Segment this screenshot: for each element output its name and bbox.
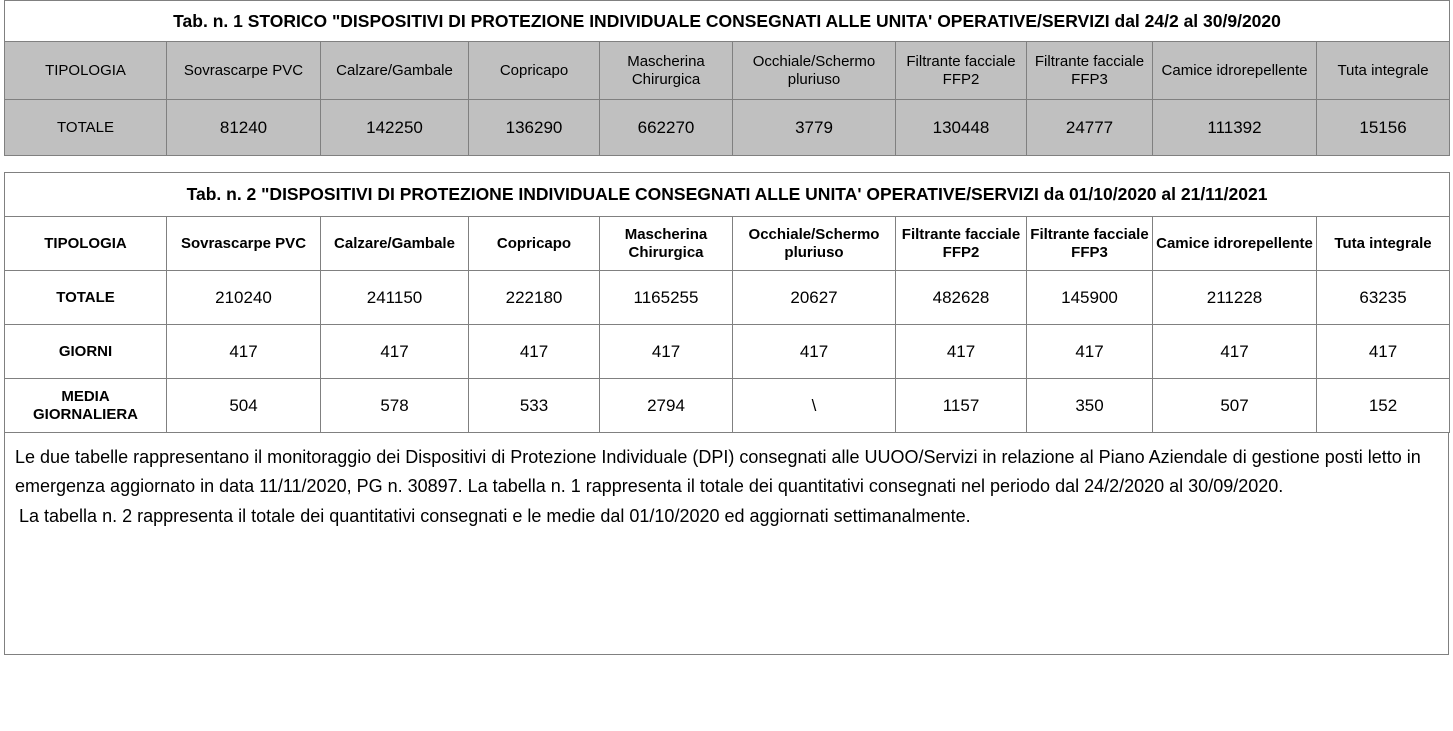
- table-1-header-cell: Filtrante facciale FFP2: [896, 42, 1027, 100]
- table-2-cell: 417: [896, 325, 1027, 379]
- table-1-header-cell: Mascherina Chirurgica: [600, 42, 733, 100]
- table-2-header-cell: Filtrante facciale FFP2: [896, 217, 1027, 271]
- table-2-header-cell: Sovrascarpe PVC: [167, 217, 321, 271]
- table-2-cell: \: [733, 379, 896, 433]
- table-2-cell: 2794: [600, 379, 733, 433]
- table-spacer: [0, 156, 1453, 172]
- table-2-cell: 417: [321, 325, 469, 379]
- table-1-header-cell: Sovrascarpe PVC: [167, 42, 321, 100]
- table-2-cell: 482628: [896, 271, 1027, 325]
- table-2-header-cell: Mascherina Chirurgica: [600, 217, 733, 271]
- table-2-header-cell: Occhiale/Schermo pluriuso: [733, 217, 896, 271]
- table-row: [5, 379, 1450, 433]
- table-row: [5, 271, 1450, 325]
- table-1-header-cell: Calzare/Gambale: [321, 42, 469, 100]
- table-1-cell: 81240: [167, 100, 321, 156]
- table-2-cell: 504: [167, 379, 321, 433]
- table-2-cell: 1165255: [600, 271, 733, 325]
- table-1-title: Tab. n. 1 STORICO "DISPOSITIVI DI PROTEZIONE INDIVIDUALE CONSEGNATI ALLE UNITA' OPERATIVE/SERVIZI dal 24/2 al 30/9/2020: [5, 1, 1450, 42]
- table-2-header-cell: Copricapo: [469, 217, 600, 271]
- table-2-header-cell: Calzare/Gambale: [321, 217, 469, 271]
- table-2-dpi-corrente: [4, 172, 1450, 433]
- table-2-cell: 241150: [321, 271, 469, 325]
- table-1-header-row: [5, 42, 1450, 100]
- table-1-header-cell: Camice idrorepellente: [1153, 42, 1317, 100]
- table-2-cell: 145900: [1027, 271, 1153, 325]
- table-1-header-cell: Filtrante facciale FFP3: [1027, 42, 1153, 100]
- table-1-cell: 3779: [733, 100, 896, 156]
- table-1-dpi-storico: [4, 0, 1450, 156]
- table-2-row-label: MEDIA GIORNALIERA: [5, 379, 167, 433]
- table-1-cell: 130448: [896, 100, 1027, 156]
- table-1-cell: 662270: [600, 100, 733, 156]
- table-2-cell: 417: [1027, 325, 1153, 379]
- table-2-cell: 210240: [167, 271, 321, 325]
- table-2-cell: 417: [1153, 325, 1317, 379]
- table-2-header-row: [5, 217, 1450, 271]
- table-1-header-cell: Occhiale/Schermo pluriuso: [733, 42, 896, 100]
- table-1-header-cell: Copricapo: [469, 42, 600, 100]
- table-2-cell: 533: [469, 379, 600, 433]
- table-2-cell: 417: [167, 325, 321, 379]
- table-1-row-label: TOTALE: [5, 100, 167, 156]
- table-2-cell: 507: [1153, 379, 1317, 433]
- table-row: [5, 100, 1450, 156]
- table-2-header-cell: Camice idrorepellente: [1153, 217, 1317, 271]
- table-2-header-cell: TIPOLOGIA: [5, 217, 167, 271]
- table-2-cell: 222180: [469, 271, 600, 325]
- table-1-cell: 15156: [1317, 100, 1450, 156]
- table-2-cell: 417: [600, 325, 733, 379]
- table-1-cell: 24777: [1027, 100, 1153, 156]
- table-1-title-row: [5, 1, 1450, 42]
- table-1-header-cell: TIPOLOGIA: [5, 42, 167, 100]
- table-2-cell: 578: [321, 379, 469, 433]
- table-row: [5, 325, 1450, 379]
- note-paragraph-1: Le due tabelle rappresentano il monitoraggio dei Dispositivi di Protezione Individuale (DPI) consegnati alle UUOO/Servizi in relazione al Piano Aziendale di gestione posti letto in emergenza aggiornato in data 11/11/2020, PG n. 30897. La tabella n. 1 rappresenta il totale dei quantitativi consegnati nel periodo dal 24/2/2020 al 30/09/2020.: [15, 447, 1421, 497]
- table-2-cell: 211228: [1153, 271, 1317, 325]
- table-2-cell: 417: [1317, 325, 1450, 379]
- table-1-cell: 142250: [321, 100, 469, 156]
- table-2-row-label: TOTALE: [5, 271, 167, 325]
- explanatory-note: [4, 433, 1449, 655]
- table-2-row-label: GIORNI: [5, 325, 167, 379]
- table-2-cell: 63235: [1317, 271, 1450, 325]
- table-2-cell: 417: [469, 325, 600, 379]
- table-1-header-cell: Tuta integrale: [1317, 42, 1450, 100]
- table-1-cell: 111392: [1153, 100, 1317, 156]
- table-2-title: Tab. n. 2 "DISPOSITIVI DI PROTEZIONE INDIVIDUALE CONSEGNATI ALLE UNITA' OPERATIVE/SERVIZI da 01/10/2020 al 21/11/2021: [5, 173, 1450, 217]
- table-2-header-cell: Tuta integrale: [1317, 217, 1450, 271]
- table-2-cell: 152: [1317, 379, 1450, 433]
- table-2-cell: 417: [733, 325, 896, 379]
- table-1-cell: 136290: [469, 100, 600, 156]
- table-2-cell: 1157: [896, 379, 1027, 433]
- table-2-title-row: [5, 173, 1450, 217]
- table-2-cell: 350: [1027, 379, 1153, 433]
- table-2-header-cell: Filtrante facciale FFP3: [1027, 217, 1153, 271]
- note-paragraph-2: La tabella n. 2 rappresenta il totale dei quantitativi consegnati e le medie dal 01/10/2020 ed aggiornati settimanalmente.: [19, 505, 971, 526]
- table-2-cell: 20627: [733, 271, 896, 325]
